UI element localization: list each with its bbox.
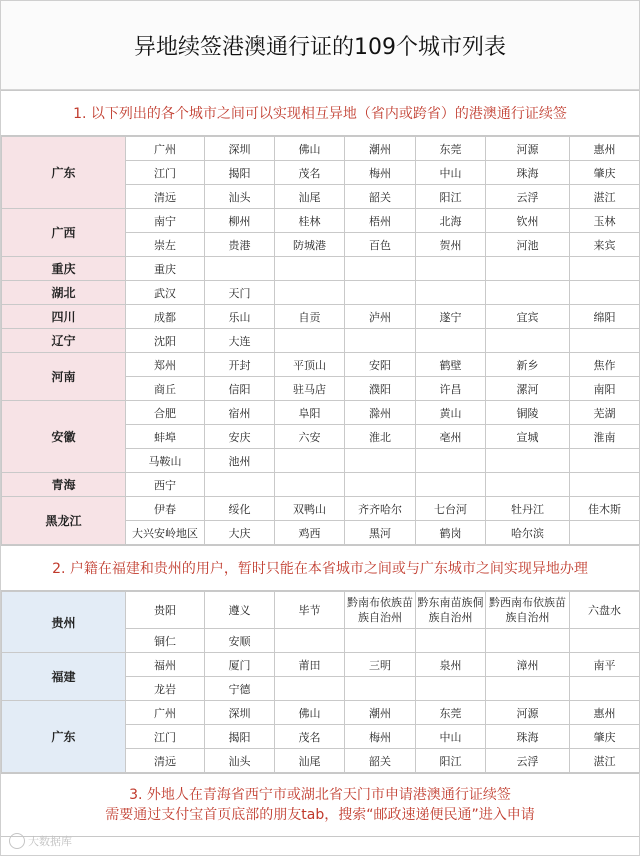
- city-cell: 佛山: [275, 701, 345, 725]
- table-row: [2, 257, 640, 281]
- city-cell: 黔南布依族苗族自治州: [345, 592, 416, 629]
- city-cell: 合肥: [126, 401, 205, 425]
- city-cell: 安庆: [205, 425, 275, 449]
- city-cell: [345, 449, 416, 473]
- province-cell: 黑龙江: [2, 497, 126, 545]
- city-cell: 沈阳: [126, 329, 205, 353]
- city-cell: 东莞: [416, 137, 486, 161]
- city-cell: 重庆: [126, 257, 205, 281]
- city-cell: [486, 449, 570, 473]
- city-cell: [486, 629, 570, 653]
- city-cell: 南宁: [126, 209, 205, 233]
- city-cell: 泸州: [345, 305, 416, 329]
- city-cell: [486, 281, 570, 305]
- city-cell: 黑河: [345, 521, 416, 545]
- city-cell: 双鸭山: [275, 497, 345, 521]
- city-cell: 崇左: [126, 233, 205, 257]
- city-cell: 百色: [345, 233, 416, 257]
- city-cell: 湛江: [570, 185, 640, 209]
- city-cell: 池州: [205, 449, 275, 473]
- city-cell: 商丘: [126, 377, 205, 401]
- city-cell: [416, 677, 486, 701]
- city-cell: 梅州: [345, 161, 416, 185]
- city-cell: 泉州: [416, 653, 486, 677]
- city-cell: 亳州: [416, 425, 486, 449]
- province-cell: 四川: [2, 305, 126, 329]
- city-cell: 马鞍山: [126, 449, 205, 473]
- watermark-logo-icon: [9, 833, 25, 849]
- city-cell: 佛山: [275, 137, 345, 161]
- city-cell: 大庆: [205, 521, 275, 545]
- city-cell: 莆田: [275, 653, 345, 677]
- city-cell: 齐齐哈尔: [345, 497, 416, 521]
- city-cell: [345, 257, 416, 281]
- city-cell: 玉林: [570, 209, 640, 233]
- city-cell: 黄山: [416, 401, 486, 425]
- city-cell: 芜湖: [570, 401, 640, 425]
- city-cell: 焦作: [570, 353, 640, 377]
- city-cell: [275, 677, 345, 701]
- city-cell: [345, 677, 416, 701]
- city-cell: [416, 281, 486, 305]
- city-cell: 肇庆: [570, 725, 640, 749]
- table-row: [2, 497, 640, 521]
- city-cell: 许昌: [416, 377, 486, 401]
- city-cell: [416, 449, 486, 473]
- province-cell: 湖北: [2, 281, 126, 305]
- city-cell: 蚌埠: [126, 425, 205, 449]
- city-cell: [570, 257, 640, 281]
- city-cell: 茂名: [275, 725, 345, 749]
- city-cell: 三明: [345, 653, 416, 677]
- city-cell: [416, 329, 486, 353]
- city-cell: 龙岩: [126, 677, 205, 701]
- city-cell: 云浮: [486, 749, 570, 773]
- page-title: 异地续签港澳通行证的109个城市列表: [1, 1, 639, 90]
- city-cell: 贵港: [205, 233, 275, 257]
- city-cell: 乐山: [205, 305, 275, 329]
- city-cell: 濮阳: [345, 377, 416, 401]
- city-cell: 鹤壁: [416, 353, 486, 377]
- city-cell: 郑州: [126, 353, 205, 377]
- city-cell: 汕头: [205, 749, 275, 773]
- city-cell: 阜阳: [275, 401, 345, 425]
- city-cell: [416, 473, 486, 497]
- city-cell: 鹤岗: [416, 521, 486, 545]
- city-cell: 遂宁: [416, 305, 486, 329]
- city-cell: 平顶山: [275, 353, 345, 377]
- city-cell: 湛江: [570, 749, 640, 773]
- city-cell: 清远: [126, 185, 205, 209]
- city-cell: 黔西南布依族苗族自治州: [486, 592, 570, 629]
- city-cell: [416, 257, 486, 281]
- section-1-heading: 1. 以下列出的各个城市之间可以实现相互异地（省内或跨省）的港澳通行证续签: [1, 90, 639, 136]
- province-cell: 贵州: [2, 592, 126, 653]
- city-cell: 漳州: [486, 653, 570, 677]
- city-cell: 自贡: [275, 305, 345, 329]
- city-cell: 潮州: [345, 137, 416, 161]
- city-cell: 广州: [126, 701, 205, 725]
- city-cell: 宿州: [205, 401, 275, 425]
- city-cell: 绥化: [205, 497, 275, 521]
- city-cell: [345, 329, 416, 353]
- city-cell: 阳江: [416, 185, 486, 209]
- section-3-line-1: 3. 外地人在青海省西宁市或湖北省天门市申请港澳通行证续签: [129, 787, 511, 803]
- table-row: [2, 281, 640, 305]
- city-cell: [275, 329, 345, 353]
- city-cell: 宣城: [486, 425, 570, 449]
- city-cell: 南阳: [570, 377, 640, 401]
- city-cell: 淮南: [570, 425, 640, 449]
- city-cell: [570, 281, 640, 305]
- province-cell: 广东: [2, 137, 126, 209]
- city-cell: 梧州: [345, 209, 416, 233]
- city-cell: 柳州: [205, 209, 275, 233]
- city-cell: 铜仁: [126, 629, 205, 653]
- city-cell: 河源: [486, 137, 570, 161]
- city-cell: 绵阳: [570, 305, 640, 329]
- city-cell: 佳木斯: [570, 497, 640, 521]
- city-cell: 云浮: [486, 185, 570, 209]
- city-cell: 宁德: [205, 677, 275, 701]
- city-cell: 新乡: [486, 353, 570, 377]
- table-row: [2, 305, 640, 329]
- city-cell: 桂林: [275, 209, 345, 233]
- city-cell: [275, 629, 345, 653]
- city-cell: 贺州: [416, 233, 486, 257]
- city-cell: 大兴安岭地区: [126, 521, 205, 545]
- city-cell: 铜陵: [486, 401, 570, 425]
- city-cell: 福州: [126, 653, 205, 677]
- city-cell: [570, 473, 640, 497]
- city-cell: 信阳: [205, 377, 275, 401]
- city-cell: 珠海: [486, 725, 570, 749]
- city-cell: 宜宾: [486, 305, 570, 329]
- city-cell: 哈尔滨: [486, 521, 570, 545]
- city-cell: 鸡西: [275, 521, 345, 545]
- table-row: [2, 701, 640, 725]
- city-cell: [570, 629, 640, 653]
- city-cell: 中山: [416, 725, 486, 749]
- watermark: [9, 833, 72, 849]
- city-cell: 开封: [205, 353, 275, 377]
- city-cell: [570, 521, 640, 545]
- city-cell: [205, 473, 275, 497]
- city-cell: 清远: [126, 749, 205, 773]
- city-cell: [570, 677, 640, 701]
- table-row: [2, 209, 640, 233]
- city-cell: 阳江: [416, 749, 486, 773]
- city-cell: [416, 629, 486, 653]
- table-row: [2, 329, 640, 353]
- city-cell: 惠州: [570, 137, 640, 161]
- table-row: [2, 137, 640, 161]
- city-cell: 河池: [486, 233, 570, 257]
- city-cell: 茂名: [275, 161, 345, 185]
- city-cell: 贵阳: [126, 592, 205, 629]
- city-cell: 揭阳: [205, 725, 275, 749]
- city-cell: 惠州: [570, 701, 640, 725]
- city-cell: 江门: [126, 161, 205, 185]
- city-cell: 潮州: [345, 701, 416, 725]
- section-3-line-2: 需要通过支付宝首页底部的朋友tab，搜索“邮政速递便民通”进入申请: [105, 807, 535, 823]
- city-cell: 韶关: [345, 185, 416, 209]
- city-cell: 北海: [416, 209, 486, 233]
- city-table-2: [1, 591, 640, 773]
- province-cell: 广东: [2, 701, 126, 773]
- city-cell: 汕头: [205, 185, 275, 209]
- city-cell: 钦州: [486, 209, 570, 233]
- city-cell: 七台河: [416, 497, 486, 521]
- city-cell: 驻马店: [275, 377, 345, 401]
- city-cell: [570, 329, 640, 353]
- city-cell: [486, 473, 570, 497]
- city-table-1: [1, 136, 640, 545]
- city-cell: 河源: [486, 701, 570, 725]
- city-cell: [570, 449, 640, 473]
- city-cell: [345, 629, 416, 653]
- city-cell: [486, 677, 570, 701]
- city-cell: 来宾: [570, 233, 640, 257]
- city-cell: 天门: [205, 281, 275, 305]
- city-cell: 梅州: [345, 725, 416, 749]
- province-cell: 辽宁: [2, 329, 126, 353]
- table-row: [2, 401, 640, 425]
- city-cell: 牡丹江: [486, 497, 570, 521]
- province-cell: 青海: [2, 473, 126, 497]
- city-cell: [205, 257, 275, 281]
- city-cell: 中山: [416, 161, 486, 185]
- province-cell: 重庆: [2, 257, 126, 281]
- table-row: [2, 353, 640, 377]
- table-row: [2, 653, 640, 677]
- city-cell: 安顺: [205, 629, 275, 653]
- city-cell: 六安: [275, 425, 345, 449]
- city-cell: 遵义: [205, 592, 275, 629]
- city-cell: 大连: [205, 329, 275, 353]
- city-cell: [486, 257, 570, 281]
- city-cell: 珠海: [486, 161, 570, 185]
- city-cell: 伊春: [126, 497, 205, 521]
- city-cell: 武汉: [126, 281, 205, 305]
- city-cell: 淮北: [345, 425, 416, 449]
- city-cell: 南平: [570, 653, 640, 677]
- city-cell: 西宁: [126, 473, 205, 497]
- city-cell: 黔东南苗族侗族自治州: [416, 592, 486, 629]
- city-cell: 汕尾: [275, 749, 345, 773]
- city-cell: 汕尾: [275, 185, 345, 209]
- table-row: [2, 592, 640, 629]
- city-cell: 揭阳: [205, 161, 275, 185]
- province-cell: 安徽: [2, 401, 126, 473]
- city-cell: 韶关: [345, 749, 416, 773]
- city-cell: 防城港: [275, 233, 345, 257]
- city-cell: [275, 449, 345, 473]
- province-cell: 河南: [2, 353, 126, 401]
- city-cell: 毕节: [275, 592, 345, 629]
- city-cell: [275, 281, 345, 305]
- city-cell: 东莞: [416, 701, 486, 725]
- city-cell: 广州: [126, 137, 205, 161]
- city-cell: [345, 281, 416, 305]
- province-cell: 广西: [2, 209, 126, 257]
- city-cell: 深圳: [205, 701, 275, 725]
- city-cell: [345, 473, 416, 497]
- city-cell: 安阳: [345, 353, 416, 377]
- city-cell: [275, 473, 345, 497]
- table-row: [2, 473, 640, 497]
- section-2-heading: 2. 户籍在福建和贵州的用户，暂时只能在本省城市之间或与广东城市之间实现异地办理: [1, 545, 639, 591]
- city-cell: 成都: [126, 305, 205, 329]
- city-cell: 深圳: [205, 137, 275, 161]
- city-cell: [275, 257, 345, 281]
- province-cell: 福建: [2, 653, 126, 701]
- city-cell: 江门: [126, 725, 205, 749]
- city-cell: 漯河: [486, 377, 570, 401]
- city-cell: 滁州: [345, 401, 416, 425]
- city-cell: 厦门: [205, 653, 275, 677]
- city-cell: [486, 329, 570, 353]
- city-cell: 肇庆: [570, 161, 640, 185]
- section-3-note: [1, 773, 639, 837]
- watermark-text: 大数据库: [28, 835, 72, 848]
- city-cell: 六盘水: [570, 592, 640, 629]
